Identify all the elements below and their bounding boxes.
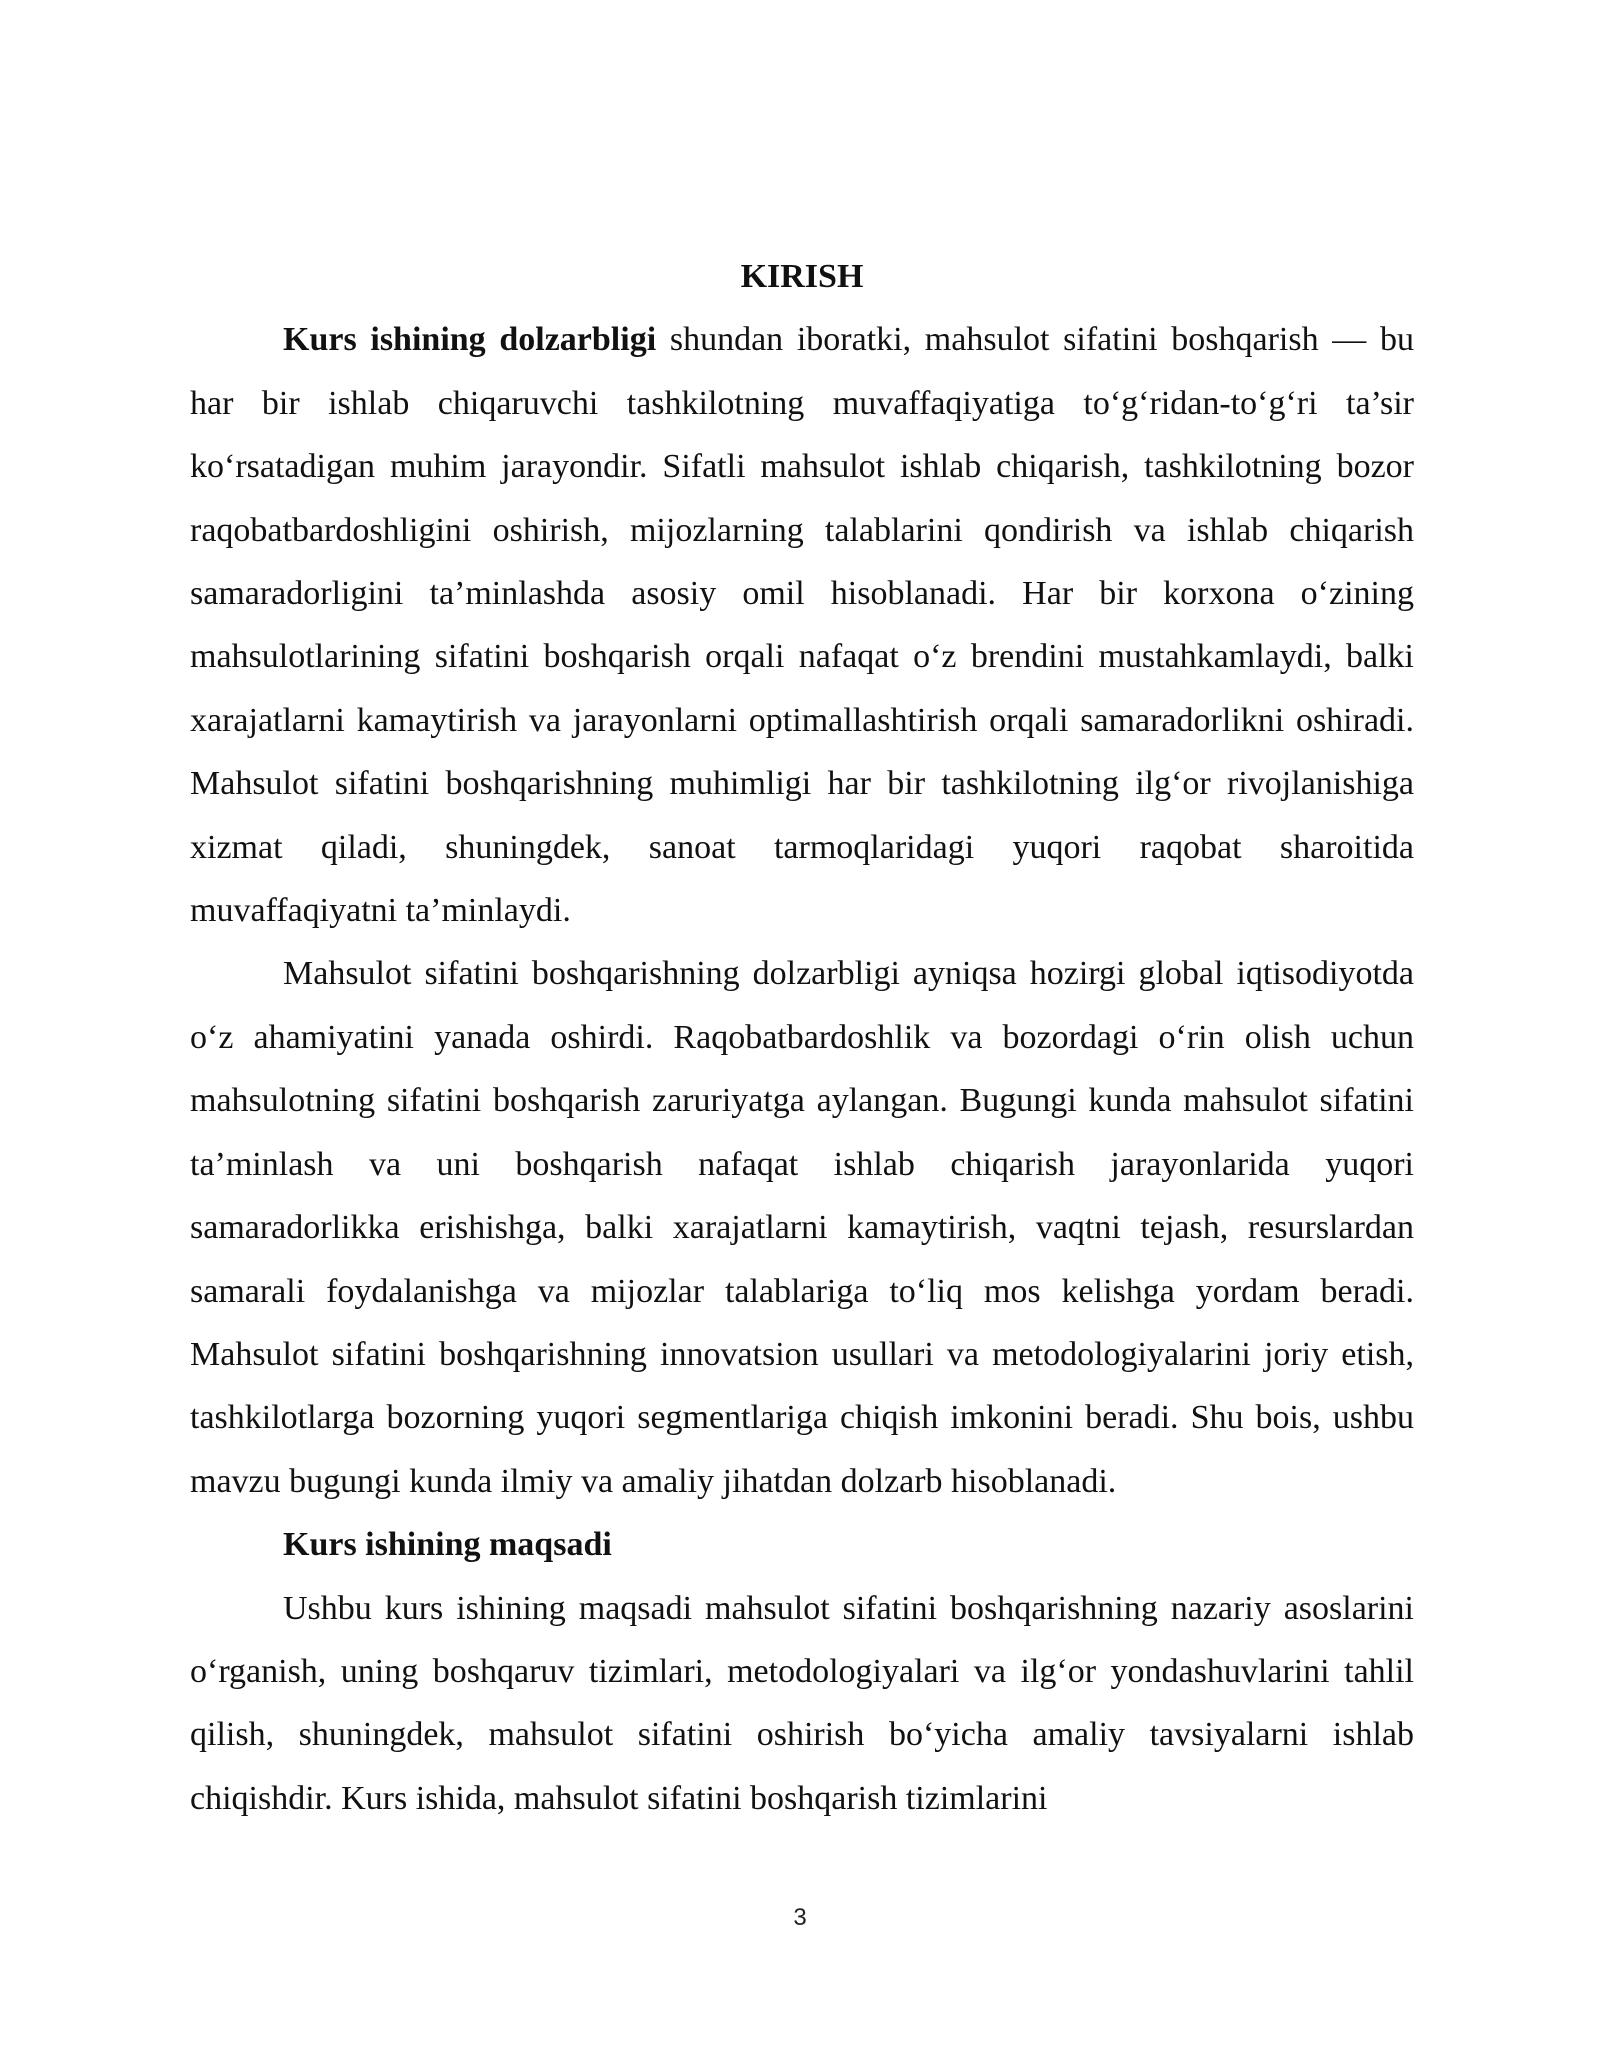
page-number: 3	[793, 1904, 807, 1931]
page-content	[190, 245, 1414, 1830]
subheading-goal: Kurs ishining maqsadi	[283, 1526, 612, 1564]
paragraph-relevance	[190, 308, 1414, 942]
paragraph-goal: Ushbu kurs ishining maqsadi mahsulot sifatini boshqarishning nazariy asoslarini o‘rganish, uning boshqaruv tizimlari, metodologiyalari va ilg‘or yondashuvlarini tahlil qilish, shuningdek, mahsulot sifatini oshirish bo‘yicha amaliy tavsiyalarni ishlab chiqishdir. Kurs ishida, mahsulot sifatini boshqarish tizimlarini	[190, 1589, 1414, 1817]
section-title: KIRISH	[740, 258, 864, 295]
paragraph-relevance-text: shundan iboratki, mahsulot sifatini boshqarish — bu har bir ishlab chiqaruvchi tashkilotning muvaffaqiyatiga to‘g‘ridan-to‘g‘ri ta’sir ko‘rsatadigan muhim jarayondir. Sifatli mahsulot ishlab chiqarish, tashkilotning bozor raqobatbardoshligini oshirish, mijozlarning talablarini qondirish va ishlab chiqarish samaradorligini ta’minlashda asosiy omil hisoblanadi. Har bir korxona o‘zining mahsulotlarining sifatini boshqarish orqali nafaqat o‘z brendini mustahkamlaydi, balki xarajatlarni kamaytirish va jarayonlarni optimallashtirish orqali samaradorlikni oshiradi. Mahsulot sifatini boshqarishning muhimligi har bir tashkilotning ilg‘or rivojlanishiga xizmat qiladi, shuningdek, sanoat tarmoqlaridagi yuqori raqobat sharoitida muvaffaqiyatni ta’minlaydi.	[190, 321, 1414, 930]
paragraph-global-economy: Mahsulot sifatini boshqarishning dolzarbligi ayniqsa hozirgi global iqtisodiyotda o‘z ahamiyatini yanada oshirdi. Raqobatbardoshlik va bozordagi o‘rin olish uchun mahsulotning sifatini boshqarish zaruriyatga aylangan. Bugungi kunda mahsulot sifatini ta’minlash va uni boshqarish nafaqat ishlab chiqarish jarayonlarida yuqori samaradorlikka erishishga, balki xarajatlarni kamaytirish, vaqtni tejash, resurslardan samarali foydalanishga va mijozlar talablariga to‘liq mos kelishga yordam beradi. Mahsulot sifatini boshqarishning innovatsion usullari va metodologiyalarini joriy etish, tashkilotlarga bozorning yuqori segmentlariga chiqish imkonini beradi. Shu bois, ushbu mavzu bugungi kunda ilmiy va amaliy jihatdan dolzarb hisoblanadi.	[190, 955, 1414, 1500]
paragraph-lead-bold: Kurs ishining dolzarbligi	[283, 321, 657, 359]
